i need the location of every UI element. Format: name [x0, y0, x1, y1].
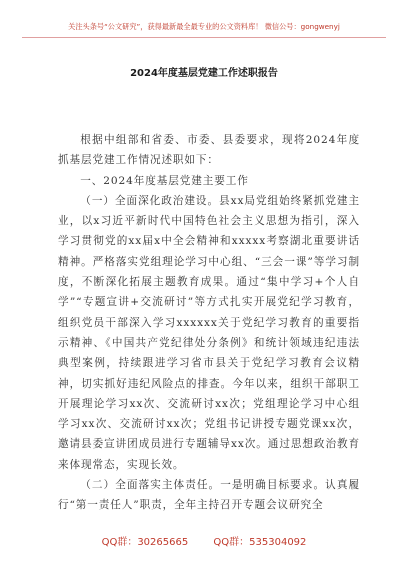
- qq-group-1: QQ群：30265665: [101, 537, 189, 548]
- header-banner: 关注头条号“公文研究”，获得最新最全最专业的公文资料库！ 微信公号：gongwenyj: [68, 22, 340, 31]
- section-heading: 一、2024年度基层党建主要工作: [80, 174, 249, 187]
- document-body: [58, 130, 360, 516]
- document-title: 2024年度基层党建工作述职报告: [130, 68, 278, 79]
- body-paragraph: （二）全面落实主体责任。一是明确目标要求。认真履行“第一责任人”职责，全年主持召开专题会议研究全: [58, 479, 360, 512]
- footer: [0, 533, 408, 548]
- intro-paragraph: 根据中组部和省委、市委、县委要求，现将2024年度抓基层党建工作情况述职如下：: [58, 134, 360, 167]
- qq-group-2: QQ群：535304092: [213, 537, 307, 548]
- header-divider: [22, 37, 386, 38]
- body-paragraph: （一）全面深化政治建设。县xx局党组始终紧抓党建主业，以x习近平新时代中国特色社会主义思想为指引，深入学习贯彻党的xx届x中全会精神和xxxxx考察湖北重要讲话精神。严格落实党组理论学习中心组、“三会一课”等学习制度，不断深化拓展主题教育成果。通过“集中学习+个人自学”“专题宣讲+交流研讨”等方式扎实开展党纪学习教育，组织党员干部深入学习xxxxxx关于党纪学习教育的重要指示精神、《中国共产党纪律处分条例》和统计领域违纪违法典型案例，持续跟进学习省市县关于党纪学习教育会议精神，切实抓好违纪风险点的排查。今年以来，组织干部职工开展理论学习xx次、交流研讨xx次；党组理论学习中心组学习xx次、交流研讨xx次；党组书记讲授专题党课xx次，邀请县委宣讲团成员进行专题辅导xx次。通过思想政治教育来体现常态，实现长效。: [58, 194, 360, 471]
